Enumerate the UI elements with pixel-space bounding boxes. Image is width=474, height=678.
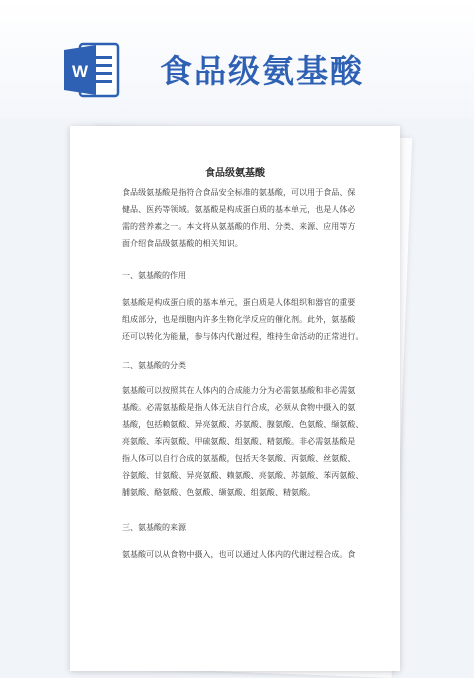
document-page[interactable]	[70, 126, 400, 671]
word-document-icon	[62, 40, 122, 100]
paragraph-line: 需的营养素之一。本文将从氨基酸的作用、分类、来源、应用等方	[122, 222, 356, 231]
paragraph-line: 还可以转化为能量，参与体内代谢过程，维持生命活动的正常进行。	[122, 332, 364, 341]
paragraph-line: 氨基酸是构成蛋白质的基本单元，蛋白质是人体组织和器官的重要	[122, 298, 356, 307]
section-3-paragraph	[122, 546, 384, 563]
paragraph-line: 基酸，包括赖氨酸、异亮氨酸、苏氨酸、腺氨酸、色氨酸、缬氨酸、	[122, 420, 364, 429]
word-logo-letter: W	[71, 62, 89, 81]
paragraph-line: 指人体可以自行合成的氨基酸，包括天冬氨酸、丙氨酸、丝氨酸、	[122, 454, 356, 463]
paragraph-line: 组成部分，也是细胞内许多生物化学反应的催化剂。此外，氨基酸	[122, 315, 356, 324]
paragraph-line: 亮氨酸、苯丙氨酸、甲硫氨酸、组氨酸、精氨酸。非必需氨基酸是	[122, 437, 356, 446]
section-heading-1: 一、氨基酸的作用	[122, 271, 186, 280]
paragraph-line: 氨基酸可以按照其在人体内的合成能力分为必需氨基酸和非必需氨	[122, 386, 356, 395]
paragraph-line: 基酸。必需氨基酸是指人体无法自行合成，必须从食物中摄入的氨	[122, 403, 356, 412]
paragraph-line: 健品、医药等领域。氨基酸是构成蛋白质的基本单元，也是人体必	[122, 205, 356, 214]
paragraph-line: 氨基酸可以从食物中摄入，也可以通过人体内的代谢过程合成。食	[122, 550, 356, 559]
paragraph-line: 脯氨酸、酪氨酸、色氨酸、缬氨酸、组氨酸、精氨酸。	[122, 488, 316, 497]
section-2-paragraph	[122, 382, 384, 501]
paragraph-line: 面介绍食品级氨基酸的相关知识。	[122, 239, 243, 248]
document-title: 食品级氨基酸	[205, 168, 265, 179]
section-1-paragraph	[122, 294, 384, 345]
intro-paragraph	[122, 184, 384, 252]
banner-title: 食品级氨基酸	[160, 52, 365, 90]
section-heading-2: 二、氨基酸的分类	[122, 361, 186, 370]
paragraph-line: 食品级氨基酸是指符合食品安全标准的氨基酸，可以用于食品、保	[122, 188, 356, 197]
header-banner	[0, 0, 474, 118]
section-heading-3: 三、氨基酸的来源	[122, 523, 186, 532]
paragraph-line: 谷氨酸、甘氨酸、异亮氨酸、赖氨酸、亮氨酸、苏氨酸、苯丙氨酸、	[122, 471, 364, 480]
